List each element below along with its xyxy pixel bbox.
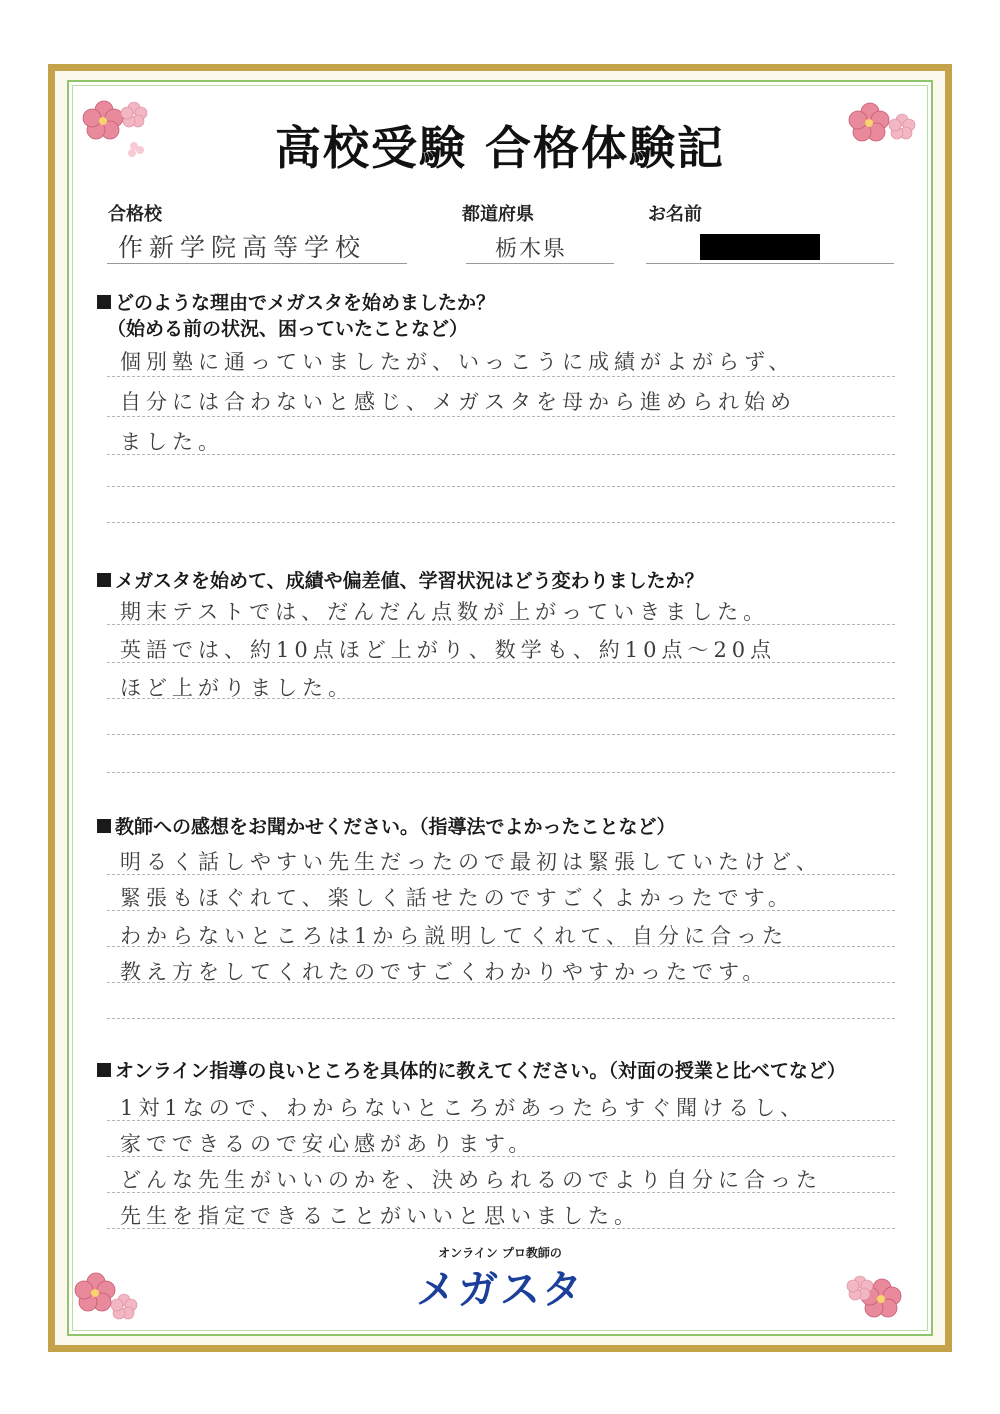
answer-1-line-3: ました。 bbox=[120, 430, 224, 454]
answer-2-line-2: 英語では、約10点ほど上がり、数学も、約10点～20点 bbox=[120, 638, 777, 662]
answer-1-line-2: 自分には合わないと感じ、メガスタを母から進められ始め bbox=[120, 390, 796, 414]
answer-3-line-4: 教え方をしてくれたのですごくわかりやすかったです。 bbox=[120, 960, 769, 984]
school-underline bbox=[107, 263, 407, 264]
answer-rule bbox=[107, 486, 895, 487]
page-title: 高校受験 合格体験記 bbox=[274, 121, 725, 175]
answer-rule bbox=[107, 772, 895, 773]
answer-4-line-1: 1対1なので、わからないところがあったらすぐ聞けるし、 bbox=[120, 1096, 807, 1120]
question-2: メガスタを始めて、成績や偏差値、学習状況はどう変わりましたか？ bbox=[97, 566, 704, 593]
answer-1-line-1: 個別塾に通っていましたが、いっこうに成績がよがらず、 bbox=[120, 350, 795, 374]
answer-2-line-3: ほど上がりました。 bbox=[120, 676, 354, 700]
answer-3-line-3: わからないところは1から説明してくれて、自分に合った bbox=[120, 924, 788, 948]
square-bullet-icon bbox=[97, 573, 111, 587]
question-1: どのような理由でメガスタを始めましたか？ bbox=[97, 288, 495, 315]
name-label: お名前 bbox=[648, 204, 702, 225]
answer-4-line-2: 家でできるので安心感があります。 bbox=[120, 1132, 535, 1156]
answer-rule bbox=[107, 734, 895, 735]
answer-rule bbox=[107, 376, 895, 377]
school-value: 作新学院高等学校 bbox=[118, 233, 367, 262]
brand-logo: メガスタ bbox=[416, 1267, 584, 1313]
square-bullet-icon bbox=[97, 295, 111, 309]
answer-rule bbox=[107, 1018, 895, 1019]
square-bullet-icon bbox=[97, 1063, 111, 1077]
answer-rule bbox=[107, 416, 895, 417]
answer-4-line-3: どんな先生がいいのかを、決められるのでより自分に合った bbox=[120, 1168, 822, 1192]
redacted-name bbox=[700, 234, 820, 260]
answer-4-line-4: 先生を指定できることがいいと思いました。 bbox=[120, 1204, 640, 1228]
prefecture-underline bbox=[466, 263, 614, 264]
square-bullet-icon bbox=[97, 819, 111, 833]
question-4: オンライン指導の良いところを具体的に教えてください。（対面の授業と比べてなど） bbox=[97, 1056, 846, 1083]
answer-2-line-1: 期末テストでは、だんだん点数が上がっていきました。 bbox=[120, 600, 770, 624]
answer-rule bbox=[107, 522, 895, 523]
name-underline bbox=[646, 263, 894, 264]
prefecture-label: 都道府県 bbox=[462, 204, 534, 225]
answer-3-line-1: 明るく話しやすい先生だったので最初は緊張していたけど、 bbox=[120, 850, 822, 874]
prefecture-value: 栃木県 bbox=[495, 237, 568, 262]
question-3: 教師への感想をお聞かせください。（指導法でよかったことなど） bbox=[97, 812, 676, 839]
answer-3-line-2: 緊張もほぐれて、楽しく話せたのですごくよかったです。 bbox=[120, 886, 794, 910]
brand-tagline: オンライン プロ教師の bbox=[438, 1246, 562, 1260]
answer-rule bbox=[107, 454, 895, 455]
question-1-sub: （始める前の状況、困っていたことなど） bbox=[107, 318, 469, 340]
school-label: 合格校 bbox=[108, 204, 162, 225]
